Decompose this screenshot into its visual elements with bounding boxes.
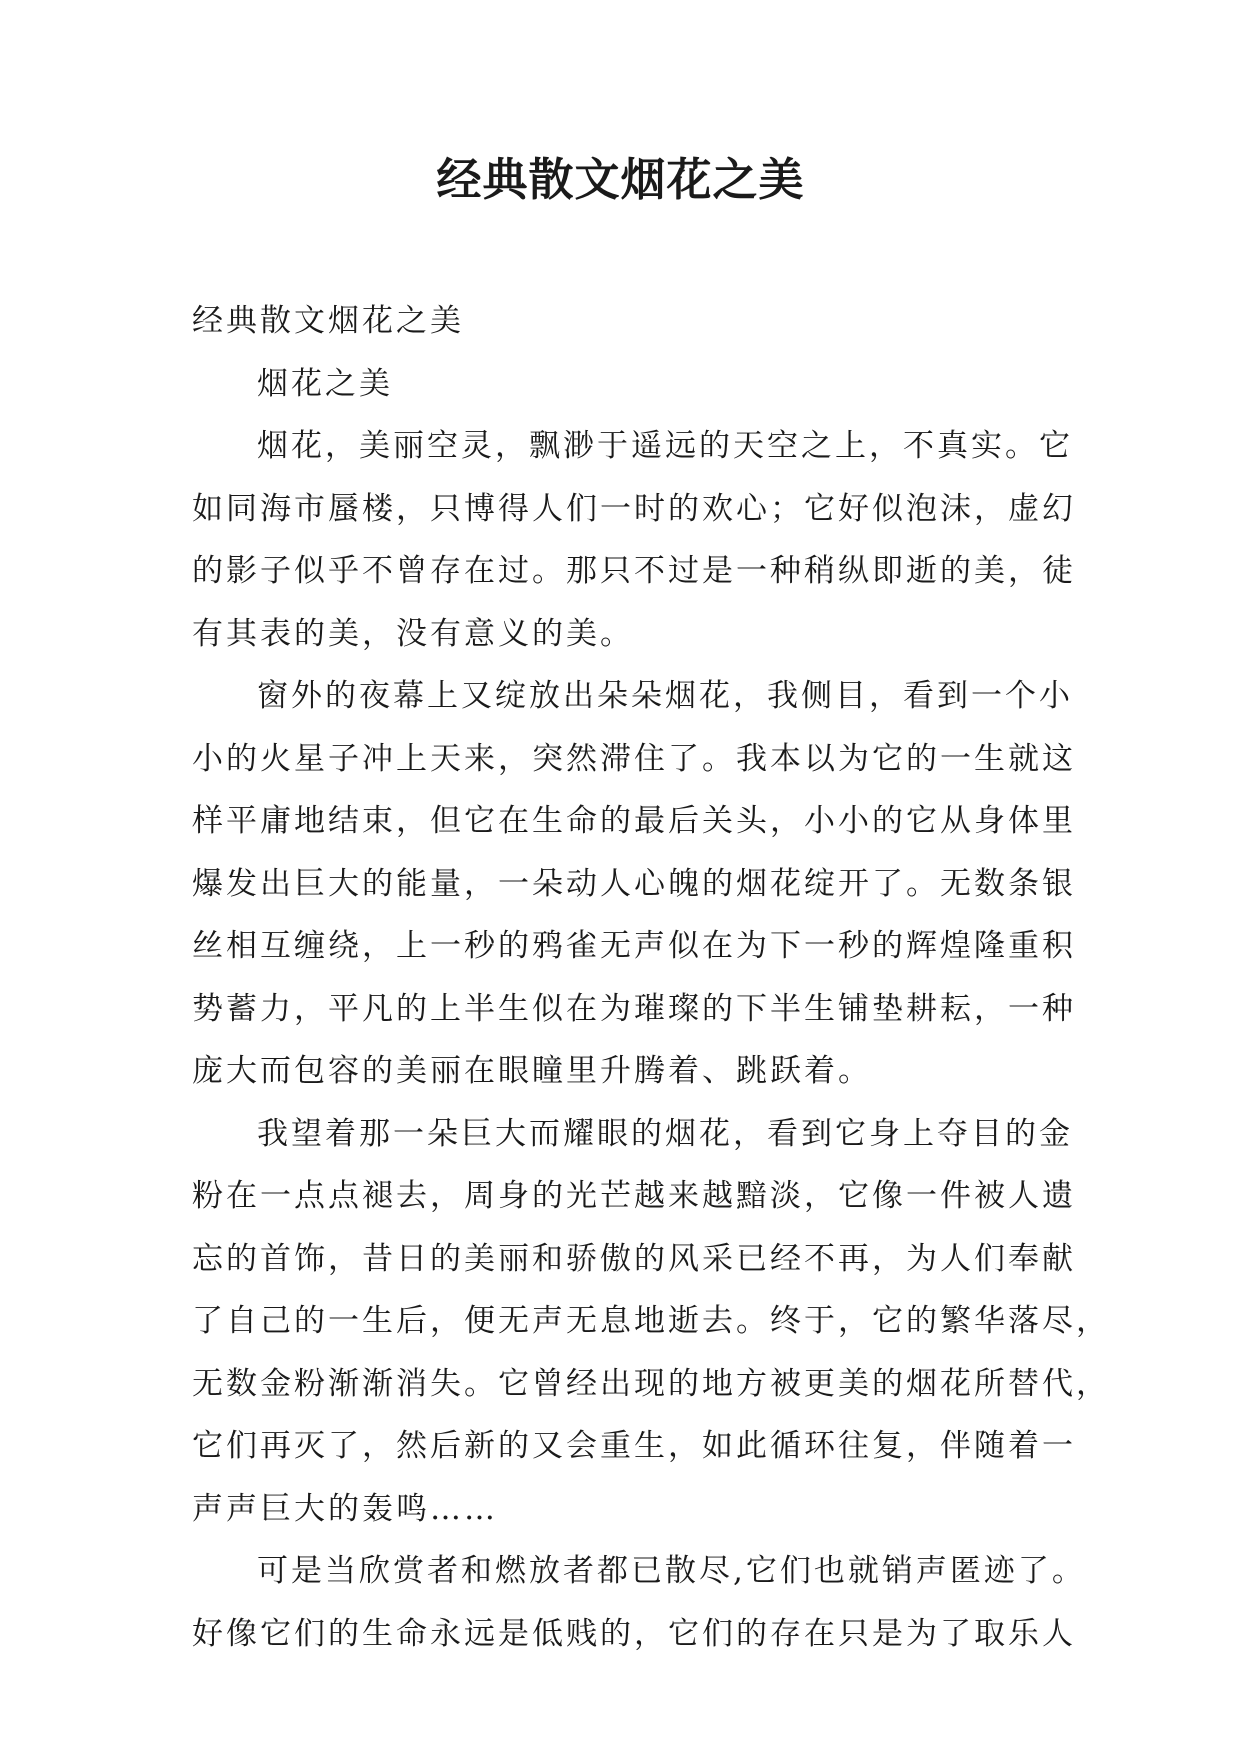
body-line: 可是当欣赏者和燃放者都已散尽,它们也就销声匿迹了。	[257, 1553, 1086, 1589]
body-line: 忘的首饰，昔日的美丽和骄傲的风采已经不再，为人们奉献	[192, 1240, 1076, 1277]
body-line: 的影子似乎不曾存在过。那只不过是一种稍纵即逝的美，徒	[192, 553, 1076, 589]
body-line: 粉在一点点褪去，周身的光芒越来越黯淡，它像一件被人遗	[192, 1178, 1076, 1214]
body-line: 声声巨大的轰鸣……	[192, 1490, 498, 1527]
body-line: 无数金粉渐渐消失。它曾经出现的地方被更美的烟花所替代，	[192, 1365, 1110, 1402]
body-line: 势蓄力，平凡的上半生似在为璀璨的下半生铺垫耕耘，一种	[192, 990, 1076, 1027]
body-line: 我望着那一朵巨大而耀眼的烟花，看到它身上夺目的金	[257, 1115, 1073, 1152]
body-line: 了自己的一生后，便无声无息地逝去。终于，它的繁华落尽，	[192, 1303, 1110, 1339]
body-line: 它们再灭了，然后新的又会重生，如此循环往复，伴随着一	[192, 1428, 1076, 1464]
body-line: 如同海市蜃楼，只博得人们一时的欢心；它好似泡沫，虚幻	[192, 490, 1076, 527]
body-line: 有其表的美，没有意义的美。	[192, 615, 634, 652]
body-line: 丝相互缠绕，上一秒的鸦雀无声似在为下一秒的辉煌隆重积	[192, 928, 1076, 964]
body-line: 烟花，美丽空灵，飘渺于遥远的天空之上，不真实。它	[257, 428, 1073, 464]
body-line: 小的火星子冲上天来，突然滞住了。我本以为它的一生就这	[192, 740, 1076, 777]
document-title: 经典散文烟花之美	[436, 153, 805, 206]
body-line-heading: 烟花之美	[257, 365, 393, 402]
body-line: 样平庸地结束，但它在生命的最后关头，小小的它从身体里	[192, 803, 1076, 839]
body-line: 庞大而包容的美丽在眼瞳里升腾着、跳跃着。	[192, 1053, 872, 1089]
body-line-subtitle: 经典散文烟花之美	[192, 303, 464, 339]
body-line: 窗外的夜幕上又绽放出朵朵烟花，我侧目，看到一个小	[257, 678, 1073, 714]
body-line: 爆发出巨大的能量，一朵动人心魄的烟花绽开了。无数条银	[192, 865, 1076, 902]
document-body	[192, 290, 1110, 1665]
body-line: 好像它们的生命永远是低贱的，它们的存在只是为了取乐人	[192, 1615, 1076, 1652]
